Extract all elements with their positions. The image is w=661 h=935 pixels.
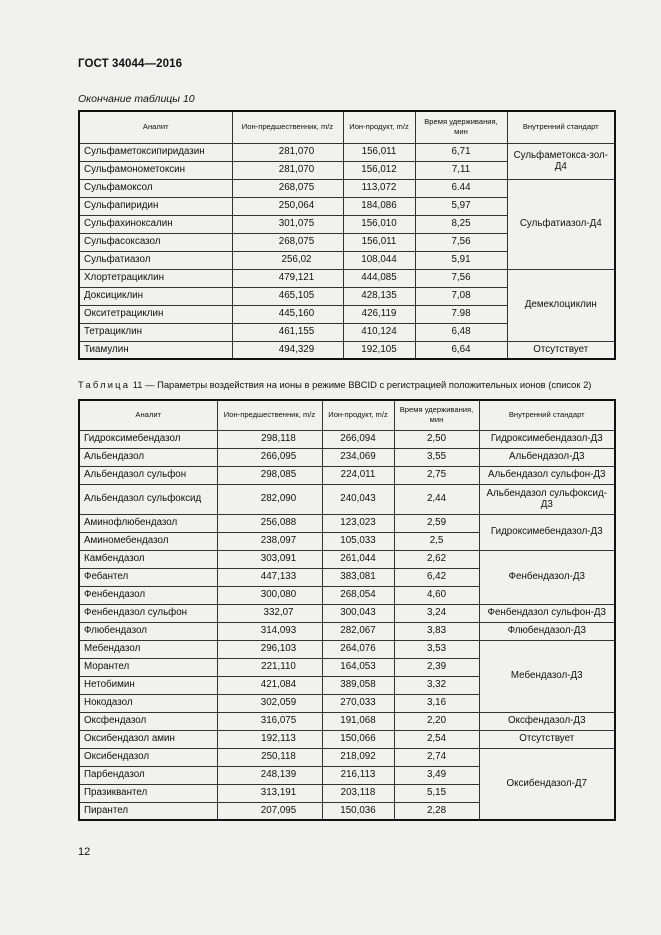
table-row <box>79 550 615 568</box>
column-header-internal-standard: Внутренний стандарт <box>479 400 615 430</box>
cell-product: 426,119 <box>343 305 415 323</box>
cell-analyte: Альбендазол сульфон <box>79 466 217 484</box>
cell-analyte: Сульфатиазол <box>79 251 232 269</box>
cell-retention-time: 3,24 <box>394 604 479 622</box>
cell-retention-time: 3,16 <box>394 694 479 712</box>
table-row <box>79 143 615 161</box>
cell-precursor: 266,095 <box>217 448 322 466</box>
cell-precursor: 296,103 <box>217 640 322 658</box>
cell-product: 113,072 <box>343 179 415 197</box>
cell-product: 192,105 <box>343 341 415 359</box>
cell-precursor: 421,084 <box>217 676 322 694</box>
cell-precursor: 281,070 <box>232 161 343 179</box>
cell-precursor: 313,191 <box>217 784 322 802</box>
cell-product: 150,036 <box>322 802 394 820</box>
cell-precursor: 250,064 <box>232 197 343 215</box>
table-row <box>79 514 615 532</box>
cell-product: 428,135 <box>343 287 415 305</box>
cell-internal-standard: Фенбендазол сульфон-Д3 <box>479 604 615 622</box>
cell-analyte: Альбендазол сульфоксид <box>79 484 217 514</box>
table-row <box>79 748 615 766</box>
cell-product: 240,043 <box>322 484 394 514</box>
cell-precursor: 248,139 <box>217 766 322 784</box>
table-header-row <box>79 400 615 430</box>
cell-product: 300,043 <box>322 604 394 622</box>
table-row <box>79 341 615 359</box>
cell-precursor: 302,059 <box>217 694 322 712</box>
cell-internal-standard: Гидроксимебендазол-Д3 <box>479 430 615 448</box>
cell-retention-time: 6,42 <box>394 568 479 586</box>
column-header-analyte: Аналит <box>79 111 232 143</box>
cell-product: 156,012 <box>343 161 415 179</box>
cell-product: 150,066 <box>322 730 394 748</box>
table-row <box>79 466 615 484</box>
table10-continuation-note: Окончание таблицы 10 <box>78 93 195 105</box>
cell-product: 234,069 <box>322 448 394 466</box>
column-header-precursor: Ион-предшественник, m/z <box>217 400 322 430</box>
cell-product: 270,033 <box>322 694 394 712</box>
cell-product: 410,124 <box>343 323 415 341</box>
cell-retention-time: 3,32 <box>394 676 479 694</box>
cell-precursor: 332,07 <box>217 604 322 622</box>
cell-analyte: Сульфамонометоксин <box>79 161 232 179</box>
table11-title <box>78 379 591 390</box>
cell-precursor: 256,088 <box>217 514 322 532</box>
cell-analyte: Тиамулин <box>79 341 232 359</box>
cell-analyte: Сульфахиноксалин <box>79 215 232 233</box>
cell-retention-time: 7.98 <box>415 305 507 323</box>
cell-retention-time: 3,49 <box>394 766 479 784</box>
cell-analyte: Хлортетрациклин <box>79 269 232 287</box>
cell-internal-standard: Альбендазол-Д3 <box>479 448 615 466</box>
cell-precursor: 207,095 <box>217 802 322 820</box>
cell-product: 383,081 <box>322 568 394 586</box>
table-10 <box>78 110 616 360</box>
cell-precursor: 238,097 <box>217 532 322 550</box>
cell-internal-standard: Фенбендазол-Д3 <box>479 550 615 604</box>
column-header-product: Ион-продукт, m/z <box>343 111 415 143</box>
cell-precursor: 447,133 <box>217 568 322 586</box>
table-row <box>79 640 615 658</box>
cell-precursor: 303,091 <box>217 550 322 568</box>
cell-product: 268,054 <box>322 586 394 604</box>
cell-analyte: Доксициклин <box>79 287 232 305</box>
cell-retention-time: 8,25 <box>415 215 507 233</box>
cell-retention-time: 7,56 <box>415 269 507 287</box>
cell-retention-time: 2,54 <box>394 730 479 748</box>
cell-analyte: Сульфасоксазол <box>79 233 232 251</box>
column-header-retention-time: Время удерживания, мин <box>394 400 479 430</box>
cell-precursor: 314,093 <box>217 622 322 640</box>
cell-retention-time: 2,28 <box>394 802 479 820</box>
cell-product: 191,068 <box>322 712 394 730</box>
cell-precursor: 250,118 <box>217 748 322 766</box>
cell-precursor: 301,075 <box>232 215 343 233</box>
cell-retention-time: 5,97 <box>415 197 507 215</box>
cell-precursor: 298,085 <box>217 466 322 484</box>
cell-precursor: 461,155 <box>232 323 343 341</box>
cell-precursor: 268,075 <box>232 179 343 197</box>
column-header-retention-time: Время удерживания, мин <box>415 111 507 143</box>
cell-product: 444,085 <box>343 269 415 287</box>
cell-precursor: 298,118 <box>217 430 322 448</box>
table-header-row <box>79 111 615 143</box>
cell-retention-time: 3,53 <box>394 640 479 658</box>
cell-retention-time: 6.44 <box>415 179 507 197</box>
cell-product: 266,094 <box>322 430 394 448</box>
cell-internal-standard: Оксфендазол-Д3 <box>479 712 615 730</box>
table11-title-text: 11 — Параметры воздействия на ионы в режиме BBCID с регистрацией положительных ионов (список 2) <box>132 379 592 390</box>
cell-analyte: Фебантел <box>79 568 217 586</box>
cell-analyte: Камбендазол <box>79 550 217 568</box>
cell-internal-standard: Флюбендазол-Д3 <box>479 622 615 640</box>
cell-internal-standard: Гидроксимебендазол-Д3 <box>479 514 615 550</box>
cell-internal-standard: Альбендазол сульфоксид-Д3 <box>479 484 615 514</box>
cell-retention-time: 3,83 <box>394 622 479 640</box>
table-row <box>79 484 615 514</box>
page-number: 12 <box>78 846 91 858</box>
cell-retention-time: 6,48 <box>415 323 507 341</box>
table-row <box>79 430 615 448</box>
cell-analyte: Мебендазол <box>79 640 217 658</box>
cell-internal-standard: Сульфатиазол-Д4 <box>507 179 615 269</box>
cell-product: 261,044 <box>322 550 394 568</box>
table-row <box>79 179 615 197</box>
cell-analyte: Гидроксимебендазол <box>79 430 217 448</box>
table-row <box>79 622 615 640</box>
cell-analyte: Сульфапиридин <box>79 197 232 215</box>
cell-internal-standard: Альбендазол сульфон-Д3 <box>479 466 615 484</box>
cell-retention-time: 7,08 <box>415 287 507 305</box>
cell-product: 156,010 <box>343 215 415 233</box>
cell-internal-standard: Демеклоциклин <box>507 269 615 341</box>
cell-retention-time: 6,64 <box>415 341 507 359</box>
cell-internal-standard: Мебендазол-Д3 <box>479 640 615 712</box>
cell-internal-standard: Отсутствует <box>479 730 615 748</box>
cell-product: 184,086 <box>343 197 415 215</box>
cell-precursor: 445,160 <box>232 305 343 323</box>
cell-analyte: Сульфамоксол <box>79 179 232 197</box>
cell-precursor: 281,070 <box>232 143 343 161</box>
cell-analyte: Сульфаметоксипиридазин <box>79 143 232 161</box>
cell-product: 108,044 <box>343 251 415 269</box>
cell-product: 282,067 <box>322 622 394 640</box>
table-row <box>79 604 615 622</box>
cell-precursor: 221,110 <box>217 658 322 676</box>
cell-internal-standard: Сульфаметокса-зол-Д4 <box>507 143 615 179</box>
cell-precursor: 300,080 <box>217 586 322 604</box>
cell-analyte: Фенбендазол сульфон <box>79 604 217 622</box>
cell-product: 156,011 <box>343 233 415 251</box>
cell-analyte: Тетрациклин <box>79 323 232 341</box>
cell-retention-time: 7,11 <box>415 161 507 179</box>
cell-product: 224,011 <box>322 466 394 484</box>
cell-precursor: 268,075 <box>232 233 343 251</box>
cell-internal-standard: Оксибендазол-Д7 <box>479 748 615 820</box>
cell-retention-time: 2,50 <box>394 430 479 448</box>
cell-precursor: 479,121 <box>232 269 343 287</box>
cell-analyte: Нетобимин <box>79 676 217 694</box>
cell-product: 164,053 <box>322 658 394 676</box>
cell-precursor: 256,02 <box>232 251 343 269</box>
cell-retention-time: 2,75 <box>394 466 479 484</box>
column-header-precursor: Ион-предшественник, m/z <box>232 111 343 143</box>
cell-retention-time: 2,20 <box>394 712 479 730</box>
cell-analyte: Оксибендазол <box>79 748 217 766</box>
cell-product: 123,023 <box>322 514 394 532</box>
column-header-internal-standard: Внутренний стандарт <box>507 111 615 143</box>
cell-retention-time: 2,74 <box>394 748 479 766</box>
cell-product: 216,113 <box>322 766 394 784</box>
cell-retention-time: 5,15 <box>394 784 479 802</box>
table-row <box>79 269 615 287</box>
cell-internal-standard: Отсутствует <box>507 341 615 359</box>
cell-retention-time: 2,62 <box>394 550 479 568</box>
cell-analyte: Окситетрациклин <box>79 305 232 323</box>
cell-analyte: Морантел <box>79 658 217 676</box>
cell-retention-time: 5,91 <box>415 251 507 269</box>
cell-retention-time: 3,55 <box>394 448 479 466</box>
cell-product: 156,011 <box>343 143 415 161</box>
cell-retention-time: 7,56 <box>415 233 507 251</box>
cell-retention-time: 2,39 <box>394 658 479 676</box>
table11-title-prefix: Таблица <box>78 379 131 390</box>
cell-analyte: Аминомебендазол <box>79 532 217 550</box>
cell-analyte: Оксфендазол <box>79 712 217 730</box>
cell-retention-time: 2,59 <box>394 514 479 532</box>
cell-retention-time: 4,60 <box>394 586 479 604</box>
cell-analyte: Аминофлюбендазол <box>79 514 217 532</box>
cell-precursor: 316,075 <box>217 712 322 730</box>
cell-analyte: Парбендазол <box>79 766 217 784</box>
cell-retention-time: 2,44 <box>394 484 479 514</box>
cell-precursor: 465,105 <box>232 287 343 305</box>
cell-analyte: Альбендазол <box>79 448 217 466</box>
cell-product: 264,076 <box>322 640 394 658</box>
table-row <box>79 712 615 730</box>
table-row <box>79 448 615 466</box>
cell-precursor: 494,329 <box>232 341 343 359</box>
document-header: ГОСТ 34044—2016 <box>78 58 183 70</box>
cell-precursor: 282,090 <box>217 484 322 514</box>
cell-analyte: Оксибендазол амин <box>79 730 217 748</box>
table-11 <box>78 399 616 821</box>
cell-analyte: Пирантел <box>79 802 217 820</box>
cell-product: 389,058 <box>322 676 394 694</box>
cell-analyte: Фенбендазол <box>79 586 217 604</box>
cell-retention-time: 6,71 <box>415 143 507 161</box>
cell-analyte: Нокодазол <box>79 694 217 712</box>
table-row <box>79 730 615 748</box>
cell-precursor: 192,113 <box>217 730 322 748</box>
cell-analyte: Флюбендазол <box>79 622 217 640</box>
cell-product: 218,092 <box>322 748 394 766</box>
cell-product: 203,118 <box>322 784 394 802</box>
cell-product: 105,033 <box>322 532 394 550</box>
column-header-analyte: Аналит <box>79 400 217 430</box>
cell-analyte: Празиквантел <box>79 784 217 802</box>
cell-retention-time: 2,5 <box>394 532 479 550</box>
column-header-product: Ион-продукт, m/z <box>322 400 394 430</box>
